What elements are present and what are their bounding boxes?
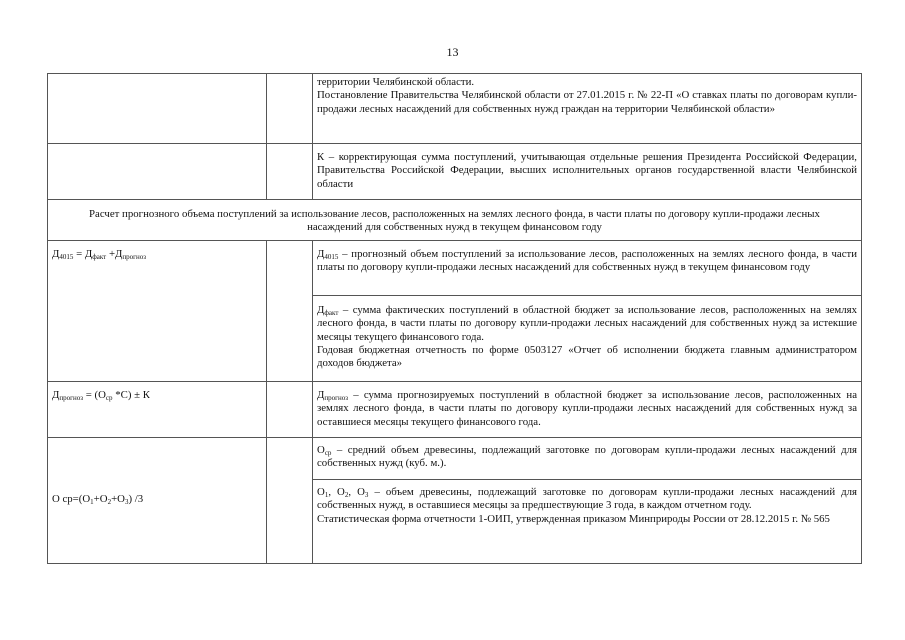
description-text: территории Челябинской области. bbox=[317, 76, 475, 88]
description-cell bbox=[313, 437, 862, 479]
description-cell bbox=[313, 74, 862, 144]
description-cell bbox=[313, 381, 862, 437]
formula: $Д_{4015} = Д_{факт} +Д_{прогноз}$ bbox=[52, 247, 147, 261]
description-text: $Д_{факт}$ – сумма фактических поступлений в областной бюджет за использование лесов, расположенных на землях лесного фонда, в части платы по договору купли-продажи лесных насаждений для собственных нужд за истекшие месяцы текущего финансового года. bbox=[317, 303, 857, 343]
table-row bbox=[48, 74, 862, 144]
formula-cell bbox=[48, 437, 267, 563]
description-text: $О_1$, $О_2$, $О_3$ – объем древесины, подлежащий заготовке по договорам купли-продажи лесных насаждений для собственных нужд, в оставшиеся месяцы за предшествующие 3 года, в каждом отчетном году. bbox=[317, 485, 857, 512]
table-row bbox=[48, 240, 862, 295]
source-cell bbox=[267, 74, 313, 144]
source-cell bbox=[267, 240, 313, 381]
section-row bbox=[48, 200, 862, 241]
description-text: $Д_{4015}$ – прогнозный объем поступлений за использование лесов, расположенных на землях лесного фонда, в части платы по договору купли-продажи лесных насаждений для собственных нужд в текущем финансовом году bbox=[317, 247, 857, 274]
page-number: 13 bbox=[446, 45, 459, 59]
table-row bbox=[48, 437, 862, 479]
source-cell bbox=[267, 437, 313, 563]
description-text: $Д_{прогноз}$ – сумма прогнозируемых поступлений в областной бюджет за использование лесов, расположенных на землях лесного фонда, в части платы по договору купли-продажи лесных насаждений для собственных нужд за оставшиеся месяцы текущего финансового года. bbox=[317, 388, 857, 428]
formula-cell bbox=[48, 144, 267, 200]
description-text: $О_{ср}$ – средний объем древесины, подлежащий заготовке по договорам купли-продажи лесных насаждений для собственных нужд (куб. м.). bbox=[317, 443, 857, 470]
description-cell bbox=[313, 295, 862, 381]
description-text: Годовая бюджетная отчетность по форме 0503127 «Отчет об исполнении бюджета главным администратором доходов бюджета» bbox=[317, 344, 857, 370]
table-row bbox=[48, 144, 862, 200]
formula: О $ср=(О_1+О_2+О_3)$ /3 bbox=[52, 493, 144, 507]
description-text: Статистическая форма отчетности 1-ОИП, утвержденная приказом Минприроды России от 28.12.2015 г. № 565 bbox=[317, 512, 830, 525]
methodology-table bbox=[47, 73, 862, 564]
formula-cell bbox=[48, 381, 267, 437]
source-cell bbox=[267, 381, 313, 437]
description-cell bbox=[313, 240, 862, 295]
formula: $Д_{прогноз} = (О_{ср}$ *С) ± К bbox=[52, 388, 150, 402]
formula-cell bbox=[48, 74, 267, 144]
description-text: Постановление Правительства Челябинской области от 27.01.2015 г. № 22-П «О ставках платы по договорам купли-продажи лесных насаждений для собственных нужд граждан на территории Челябинской области» bbox=[317, 89, 857, 115]
table-row bbox=[48, 381, 862, 437]
description-text: К – корректирующая сумма поступлений, учитывающая отдельные решения Президента Российской Федерации, Правительства Российской Федерации, высших исполнительных органов государственной власти Челябинской области bbox=[317, 151, 857, 190]
section-title: Расчет прогнозного объема поступлений за использование лесов, расположенных на землях лесного фонда, в части платы по договору купли-продажи лесных насаждений для собственных нужд в текущем финансовом году bbox=[48, 200, 862, 241]
formula-cell bbox=[48, 240, 267, 381]
source-cell bbox=[267, 144, 313, 200]
description-cell bbox=[313, 479, 862, 563]
description-cell bbox=[313, 144, 862, 200]
